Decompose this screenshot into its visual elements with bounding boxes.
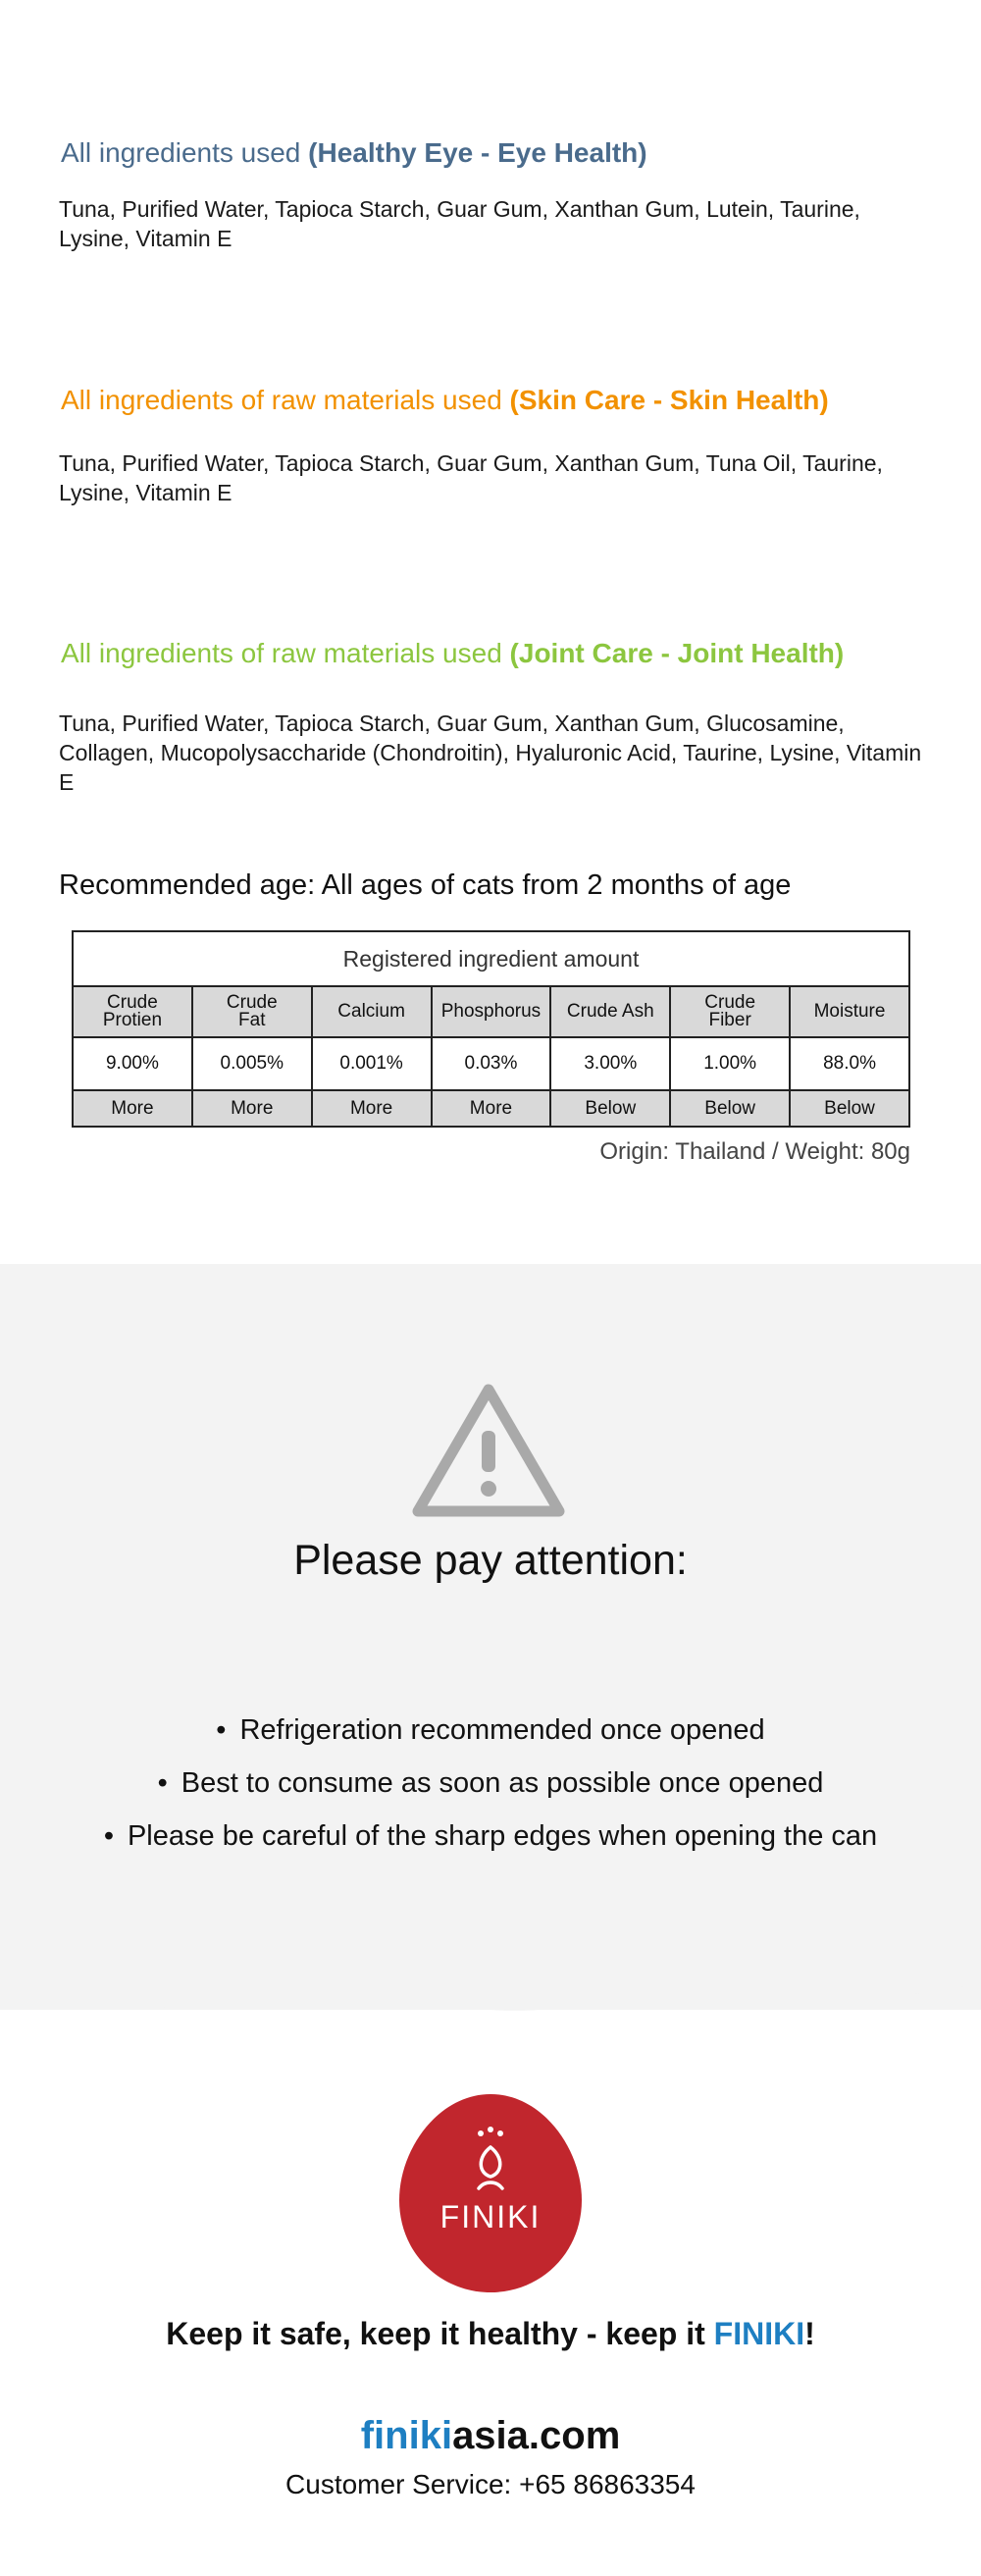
- website-link[interactable]: [0, 2414, 981, 2458]
- attention-title: Please pay attention:: [293, 1537, 688, 1584]
- header-line-2: Fat: [238, 1010, 266, 1030]
- table-cell-value: 0.03%: [432, 1037, 551, 1090]
- column-header: [670, 986, 790, 1037]
- column-header: [432, 986, 551, 1037]
- skin-care-heading: [61, 385, 829, 416]
- table-qualifier-row: [73, 1090, 909, 1127]
- eye-health-heading: [61, 137, 647, 169]
- header-line-1: Crude: [107, 992, 158, 1013]
- attention-list: [0, 1704, 981, 1863]
- nutrition-table: [72, 930, 910, 1128]
- table-cell-qualifier: More: [73, 1090, 192, 1127]
- header-line-1: Crude Ash: [566, 1001, 654, 1022]
- header-line-1: Crude: [704, 992, 756, 1013]
- heading-prefix: All ingredients used: [61, 137, 309, 168]
- column-header: [73, 986, 192, 1037]
- bullet: •: [157, 1767, 168, 1799]
- list-item-text: Refrigeration recommended once opened: [239, 1714, 765, 1746]
- table-cell-qualifier: Below: [790, 1090, 909, 1127]
- slogan-brand: FINIKI: [713, 2316, 805, 2351]
- joint-care-heading: [61, 638, 844, 669]
- table-cell-value: 3.00%: [550, 1037, 670, 1090]
- table-title-row: [73, 931, 909, 986]
- table-cell-value: 88.0%: [790, 1037, 909, 1090]
- attention-section: [0, 1264, 981, 2010]
- table-cell-qualifier: More: [312, 1090, 432, 1127]
- table-value-row: [73, 1037, 909, 1090]
- bullet: •: [216, 1714, 227, 1746]
- list-item: [0, 1810, 981, 1863]
- origin-weight: Origin: Thailand / Weight: 80g: [599, 1138, 910, 1165]
- heading-product-name: (Skin Care - Skin Health): [509, 385, 829, 415]
- list-item-text: Best to consume as soon as possible once opened: [181, 1767, 824, 1799]
- eye-health-ingredients: Tuna, Purified Water, Tapioca Starch, Guar Gum, Xanthan Gum, Lutein, Taurine, Lysine, Vitamin E: [59, 196, 860, 251]
- header-line-2: Protien: [102, 1010, 163, 1030]
- wave-divider: [0, 1953, 981, 2041]
- website-brand: finiki: [360, 2414, 453, 2457]
- heading-product-name: (Healthy Eye - Eye Health): [308, 137, 647, 168]
- heading-prefix: All ingredients of raw materials used: [61, 638, 510, 668]
- recommended-age: Recommended age: All ages of cats from 2 months of age: [59, 869, 792, 901]
- column-header: [192, 986, 312, 1037]
- table-cell-value: 9.00%: [73, 1037, 192, 1090]
- skin-care-ingredients: Tuna, Purified Water, Tapioca Starch, Guar Gum, Xanthan Gum, Tuna Oil, Taurine, Lysine, Vitamin E: [59, 450, 883, 505]
- customer-service: Customer Service: +65 86863354: [285, 2469, 696, 2499]
- column-header: [550, 986, 670, 1037]
- list-item-text: Please be careful of the sharp edges when opening the can: [127, 1820, 878, 1852]
- heading-product-name: (Joint Care - Joint Health): [509, 638, 845, 668]
- column-header: [790, 986, 909, 1037]
- list-item: [0, 1704, 981, 1757]
- heading-prefix: All ingredients of raw materials used: [61, 385, 510, 415]
- header-line-2: Fiber: [708, 1010, 751, 1030]
- header-line-1: Crude: [226, 992, 278, 1013]
- bullet: •: [103, 1820, 114, 1852]
- table-cell-qualifier: Below: [550, 1090, 670, 1127]
- slogan: [0, 2316, 981, 2352]
- table-title: Registered ingredient amount: [73, 931, 909, 986]
- warning-triangle-icon: [412, 1382, 565, 1519]
- list-item: [0, 1757, 981, 1810]
- slogan-suffix: !: [804, 2316, 815, 2351]
- table-cell-qualifier: More: [432, 1090, 551, 1127]
- website-domain: asia.com: [452, 2414, 621, 2457]
- table-cell-qualifier: Below: [670, 1090, 790, 1127]
- table-header-row: [73, 986, 909, 1037]
- table-cell-value: 0.005%: [192, 1037, 312, 1090]
- column-header: [312, 986, 432, 1037]
- joint-care-ingredients: Tuna, Purified Water, Tapioca Starch, Guar Gum, Xanthan Gum, Glucosamine, Collagen, Mucopolysaccharide (Chondroitin), Hyaluronic Acid, Taurine, Lysine, Vitamin E: [59, 710, 922, 795]
- finiki-logo: [395, 2090, 586, 2296]
- header-line-1: Calcium: [337, 1001, 405, 1022]
- logo-text: FINIKI: [439, 2199, 542, 2234]
- header-line-1: Phosphorus: [440, 1001, 542, 1022]
- table-cell-qualifier: More: [192, 1090, 312, 1127]
- header-line-1: Moisture: [813, 1001, 886, 1022]
- table-cell-value: 0.001%: [312, 1037, 432, 1090]
- table-cell-value: 1.00%: [670, 1037, 790, 1090]
- slogan-prefix: Keep it safe, keep it healthy - keep it: [166, 2316, 714, 2351]
